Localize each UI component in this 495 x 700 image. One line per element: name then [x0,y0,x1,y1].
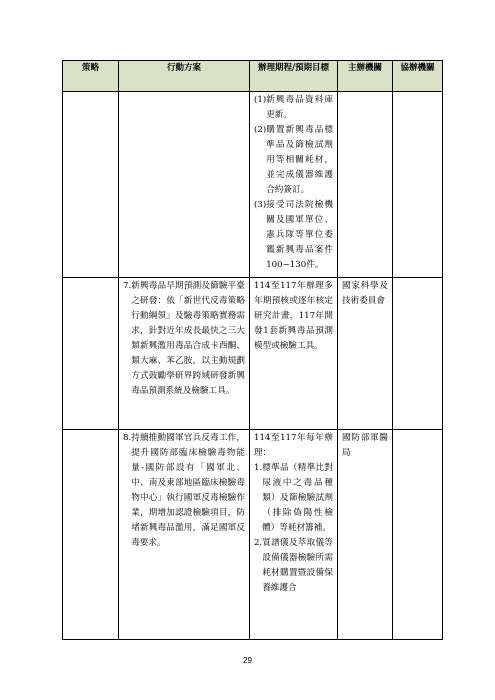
strategy-text [63,278,118,280]
assist-agency-cell [393,278,443,430]
table-row [63,278,443,430]
header-strategy: 策略 [63,61,119,92]
assist-agency-cell [393,430,443,640]
schedule-item-text: 標準品（精準比對尿液中之毒品種類）及篩檢驗試劑（排除偽陽性檢體）等耗材籌補。 [262,463,333,533]
strategy-text [63,92,118,94]
header-action: 行動方案 [119,61,250,92]
lead-agency-text: 國家科學及技術委員會 [342,281,388,306]
schedule-item-number: (2) [254,125,267,135]
action-number: 7. [123,281,132,291]
lead-agency-cell [338,430,393,640]
action-number: 8. [123,433,132,443]
schedule-intro: 114至117年每年辦理： [254,433,333,458]
action-item [119,278,249,400]
schedule-content [250,92,337,274]
assist-agency-text [393,430,442,432]
action-cell [119,278,250,430]
action-cell [119,430,250,640]
schedule-item-number: (1) [254,95,267,105]
schedule-cell [250,278,338,430]
schedule-item-text: 質譜儀及萃取儀等設備儀器檢驗所需耗材購置暨設備保養維護合 [262,538,333,593]
schedule-content [250,278,337,355]
schedule-intro: 114至117年辦理多年期預核或逐年核定研究計畫，117年開發1套新興毒品預測模型或檢驗工具。 [254,281,333,351]
lead-agency-text [338,92,392,94]
header-assist-agency: 協辦機關 [393,61,443,92]
action-cell [119,92,250,278]
action-item [119,92,249,94]
lead-agency-cell [338,92,393,278]
lead-agency-text: 國防部軍醫局 [342,433,388,458]
schedule-item [254,536,333,596]
schedule-item-number: 2. [254,538,263,548]
schedule-item-number: (3) [254,200,267,210]
schedule-item [254,198,333,273]
strategy-cell [63,430,119,640]
header-schedule: 辦理期程/預期目標 [250,61,338,92]
strategy-cell [63,92,119,278]
action-text: 新興毒品早期預測及篩驗平臺之研發：依「新世代反毒策略行動綱領」及驗毒策略實務需求，針對近年成長最快之三大類新興濫用毒品合成卡西酮、類大麻、苯乙胺，以主動規劃方式鼓勵學研界跨域研發新興毒品預測系統及檢驗工具。 [131,281,245,396]
schedule-item [254,123,333,198]
action-item [119,430,249,552]
lead-agency-cell [338,278,393,430]
schedule-cell [250,92,338,278]
header-lead-agency: 主辦機關 [338,61,393,92]
table-row [63,92,443,278]
schedule-content [250,430,337,597]
action-plan-table [62,60,443,640]
strategy-cell [63,278,119,430]
table-header-row [63,61,443,92]
assist-agency-text [393,278,442,280]
action-text: 持續推動國軍官兵反毒工作，提升國防部臨床檢驗毒物能量-國防部設有「國軍北、中、南及東部地區臨床檢驗毒物中心」執行國軍反毒檢驗作業，期增加認證檢驗項目，防堵新興毒品濫用，滿足國軍反毒要求。 [131,433,245,548]
page-number: 29 [243,656,252,665]
schedule-item-number: 1. [254,463,263,473]
table-row [63,430,443,640]
strategy-text [63,430,118,432]
schedule-cell [250,430,338,640]
schedule-item [254,461,333,536]
assist-agency-text [393,92,442,94]
schedule-item-text: 新興毒品資料庫更新。 [266,95,333,120]
schedule-item-text: 接受司法院檢機關及國軍單位、憲兵隊等單位委鑑新興毒品案件100~130件。 [266,200,333,270]
schedule-item [254,93,333,123]
assist-agency-cell [393,92,443,278]
schedule-item-text: 購置新興毒品標準品及篩檢試劑用等相關耗材，並完成儀器維護合約簽訂。 [266,125,333,195]
